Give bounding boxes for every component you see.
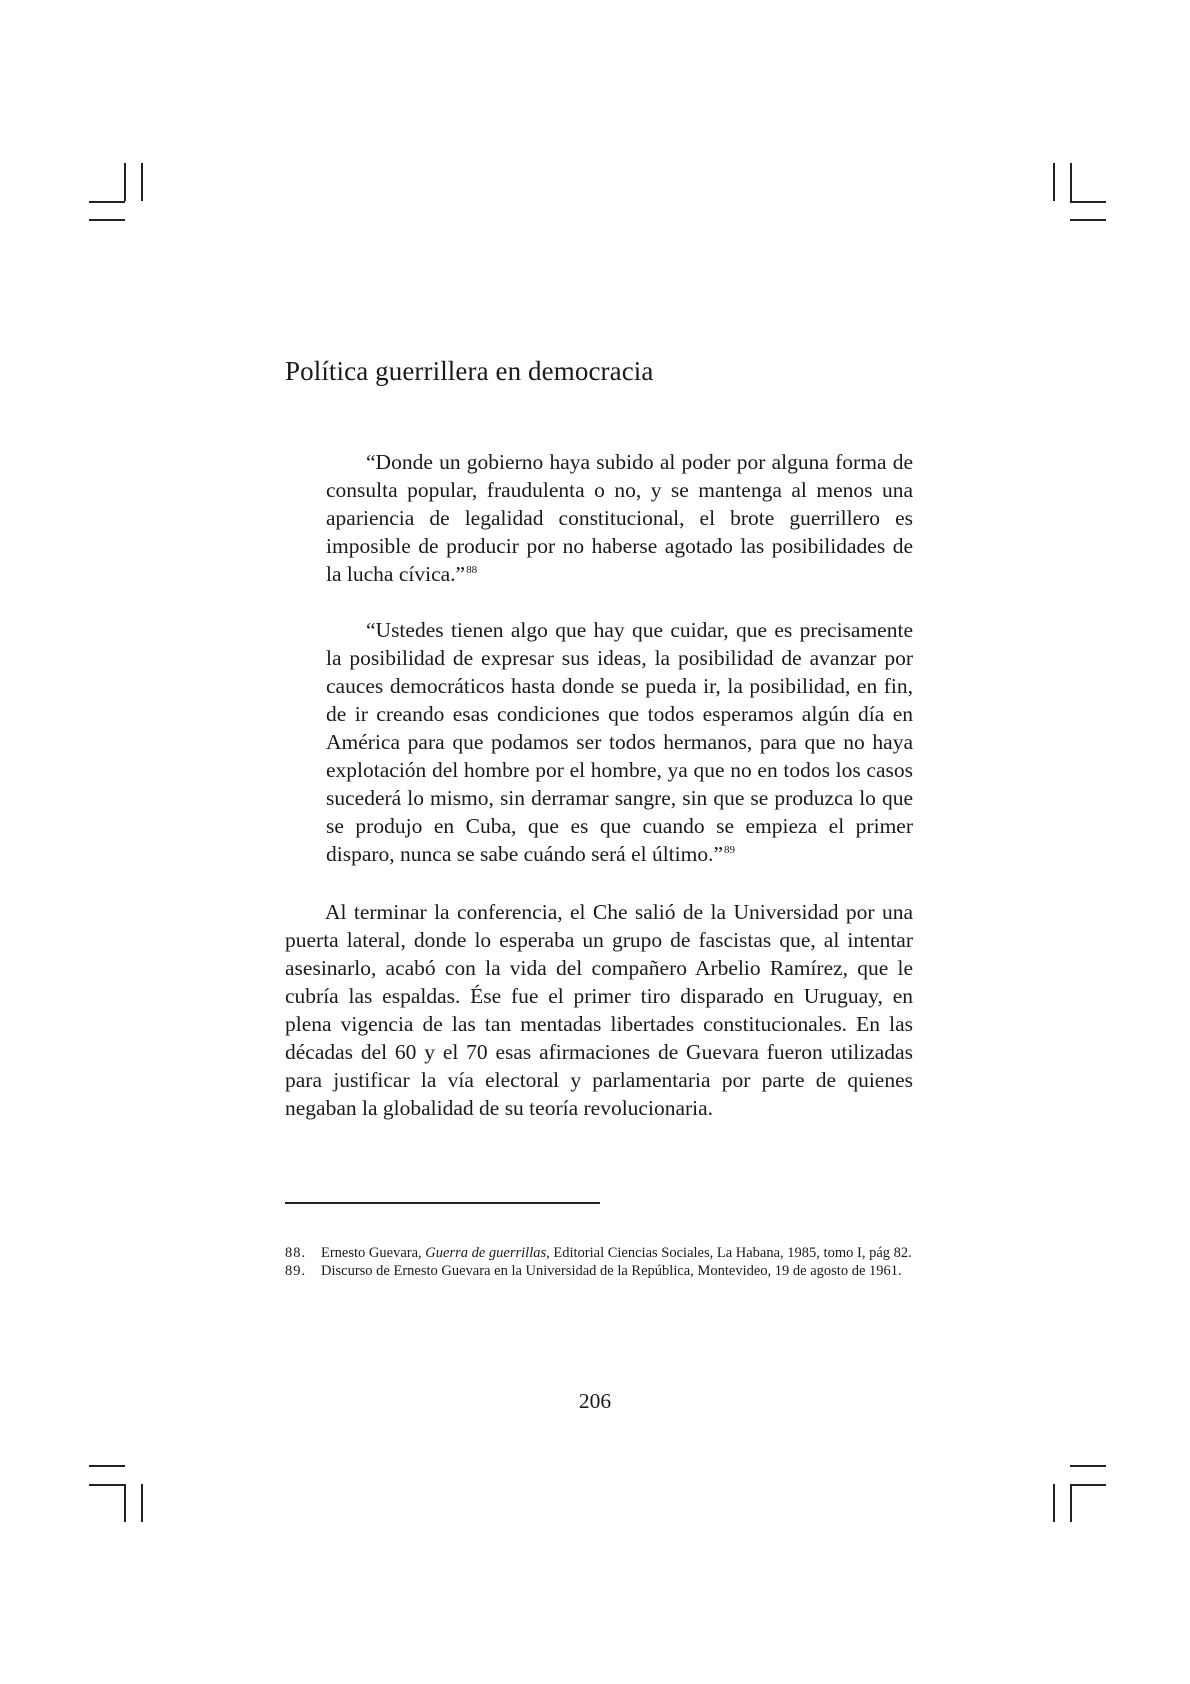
crop-mark-top-right-v1 [1053,163,1055,201]
crop-mark-top-right-v2 [1070,163,1072,201]
crop-mark-bottom-right-h2 [1070,1465,1106,1467]
crop-mark-bottom-right-v1 [1053,1484,1055,1522]
quote-text: “Donde un gobierno haya subido al poder por alguna forma de consulta popular, fraudulenta o no, y se mantenga al menos una apariencia de legalidad constitucional, el brote guerrillero es imposible de producir por no haberse agotado las posibilidades de la lucha cívica.” [326,450,913,586]
footnote-number: 88. [285,1245,307,1261]
page-number: 206 [578,1389,612,1413]
crop-mark-bottom-left-v2 [141,1484,143,1522]
crop-mark-bottom-left-v1 [124,1484,126,1522]
crop-mark-bottom-left-h2 [89,1465,125,1467]
footnote-ref-89[interactable]: 89 [724,844,736,856]
crop-mark-bottom-right-h [1070,1484,1106,1486]
footnote-text-part: Ernesto Guevara, [321,1245,426,1261]
footnote-88 [285,1245,913,1262]
footnote-text: Discurso de Ernesto Guevara en la Universidad de la República, Montevideo, 19 de agosto de 1961. [321,1263,902,1279]
footnote-separator [285,1202,600,1204]
footnote-ref-88[interactable]: 88 [466,564,478,576]
quote-block [326,448,913,588]
footnote-book-title: Guerra de guerrillas, [425,1245,550,1261]
quote-block [326,616,913,868]
crop-mark-top-right-h2 [1070,219,1106,221]
body-paragraph: Al terminar la conferencia, el Che salió de la Universidad por una puerta lateral, donde lo esperaba un grupo de fascistas que, al intentar asesinarlo, acabó con la vida del compañero Arbelio Ramírez, que le cubría las espaldas. Ése fue el primer tiro disparado en Uruguay, en plena vigencia de las tan mentadas libertades constitucionales. En las décadas del 60 y el 70 esas afirmaciones de Guevara fueron utilizadas para justificar la vía electoral y parlamentaria por parte de quienes negaban la globalidad de su teoría revolucionaria. [285,900,913,1120]
footnote-number: 89. [285,1263,307,1279]
footnote-89 [285,1263,913,1280]
crop-mark-bottom-left-h [89,1484,125,1486]
footnotes [285,1245,913,1281]
section-title: Política guerrillera en democracia [285,356,654,386]
footnote-text-part: Editorial Ciencias Sociales, La Habana, 1985, tomo I, pág 82. [549,1245,912,1261]
crop-mark-top-left-h2 [89,219,125,221]
footnote-text [321,1245,913,1262]
crop-mark-bottom-right-v2 [1070,1484,1072,1522]
quote-text: “Ustedes tienen algo que hay que cuidar, que es precisamente la posibilidad de expresar sus ideas, la posibilidad de avanzar por cauces democráticos hasta donde se pueda ir, la posibilidad, en fin, de ir creando esas condiciones que todos esperamos algún día en América para que podamos ser todos hermanos, para que no haya explotación del hombre por el hombre, ya que no en todos los casos sucederá lo mismo, sin derramar sangre, sin que se produzca lo que se produjo en Cuba, que es que cuando se empieza el primer disparo, nunca se sabe cuándo será el último.” [326,618,913,866]
crop-mark-top-left-h [89,201,125,203]
crop-mark-top-left-v2 [141,163,143,201]
crop-mark-top-right-h [1070,201,1106,203]
crop-mark-top-left-v1 [124,163,126,201]
